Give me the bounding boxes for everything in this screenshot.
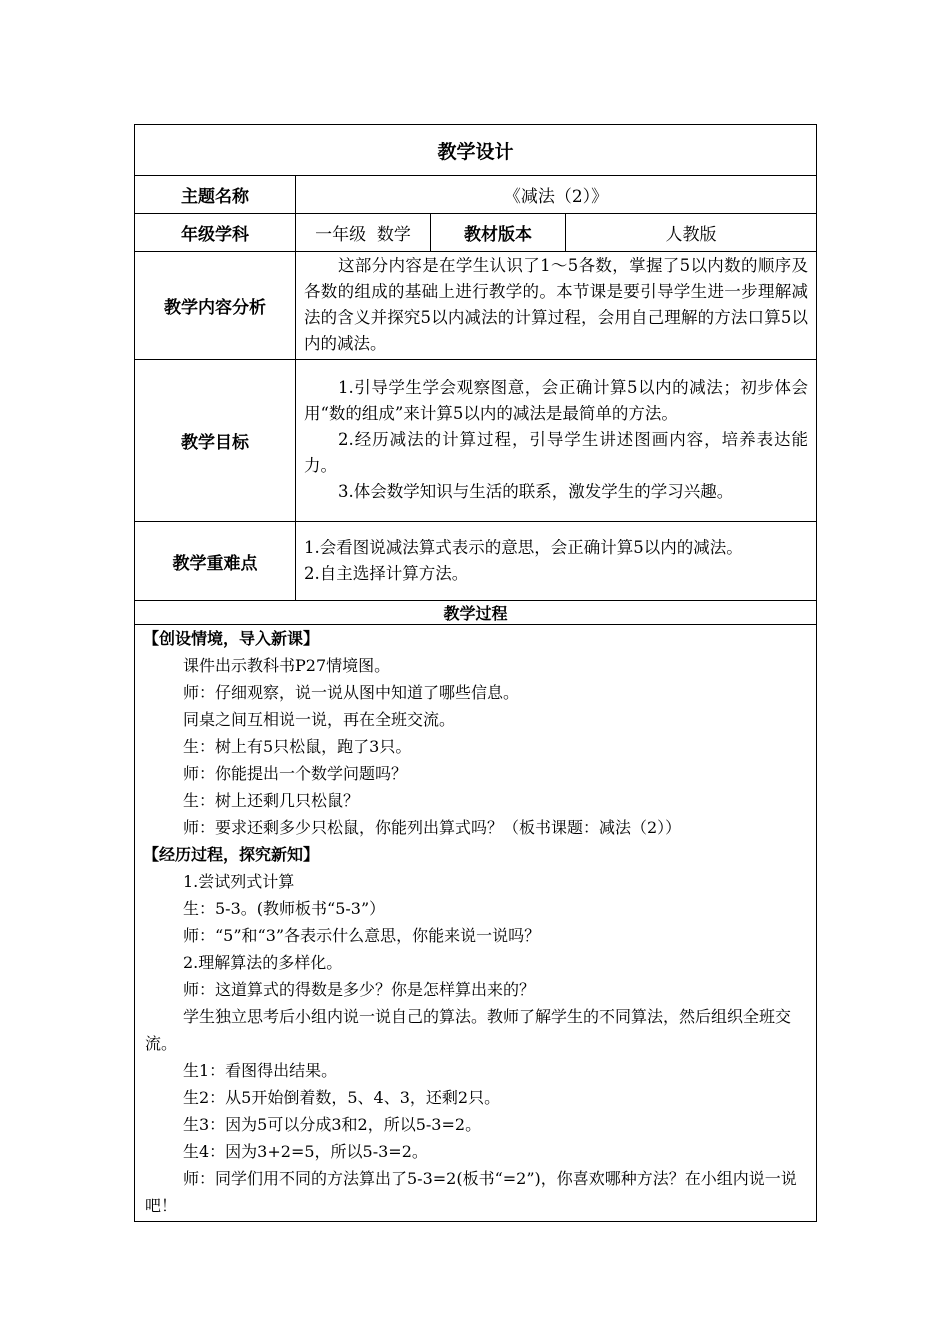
process-line: 师：仔细观察，说一说从图中知道了哪些信息。: [183, 683, 520, 702]
process-line: 同桌之间互相说一说，再在全班交流。: [183, 710, 456, 729]
goal-item: 2.经历减法的计算过程，引导学生讲述图画内容，培养表达能力。: [304, 430, 809, 475]
process-line: 学生独立思考后小组内说一说自己的算法。教师了解学生的不同算法，然后组织全班交流。: [145, 1007, 792, 1053]
table-title: 教学设计: [135, 125, 817, 176]
analysis-label: 教学内容分析: [135, 252, 296, 360]
process-line: 2.理解算法的多样化。: [183, 953, 343, 972]
section-heading: 【经历过程，探究新知】: [143, 845, 320, 864]
process-line: 师：要求还剩多少只松鼠，你能列出算式吗？（板书课题：减法（2））: [183, 818, 682, 837]
grade-value: 一年级 数学: [296, 214, 431, 252]
goal-item: 1.引导学生学会观察图意，会正确计算5以内的减法；初步体会用“数的组成”来计算5以内的减法是最简单的方法。: [304, 378, 809, 423]
goals-cell: [296, 360, 817, 522]
process-line: 课件出示教科书P27情境图。: [183, 656, 391, 675]
process-line: 生：树上还剩几只松鼠？: [183, 791, 360, 810]
section-heading: 【创设情境，导入新课】: [143, 629, 320, 648]
process-line: 生1：看图得出结果。: [183, 1061, 338, 1080]
analysis-text: 这部分内容是在学生认识了1～5各数，掌握了5以内数的顺序及各数的组成的基础上进行教学的。本节课是要引导学生进一步理解减法的含义并探究5以内减法的计算过程，会用自己理解的方法口算5以内的减法。: [304, 256, 809, 353]
topic-value: 《减法（2）》: [296, 176, 817, 214]
grade-label: 年级学科: [135, 214, 296, 252]
process-line: 生2：从5开始倒着数，5、4、3，还剩2只。: [183, 1088, 501, 1107]
topic-label: 主题名称: [135, 176, 296, 214]
goals-label: 教学目标: [135, 360, 296, 522]
process-title: 教学过程: [135, 601, 817, 625]
key-point-item: 2.自主选择计算方法。: [304, 563, 469, 583]
analysis-cell: [296, 252, 817, 360]
process-line: 师：同学们用不同的方法算出了5-3=2(板书“=2”)，你喜欢哪种方法？在小组内说一说吧！: [145, 1169, 797, 1215]
process-line: 师：“5”和“3”各表示什么意思，你能来说一说吗？: [183, 926, 541, 945]
key-points-cell: [296, 522, 817, 601]
process-line: 生：树上有5只松鼠，跑了3只。: [183, 737, 412, 756]
edition-value: 人教版: [566, 214, 817, 252]
key-point-item: 1.会看图说减法算式表示的意思，会正确计算5以内的减法。: [304, 537, 743, 557]
process-line: 生：5-3。(教师板书“5-3”）: [183, 899, 386, 918]
edition-label: 教材版本: [431, 214, 566, 252]
goal-item: 3.体会数学知识与生活的联系，激发学生的学习兴趣。: [338, 482, 734, 501]
lesson-plan-table: [134, 124, 817, 1222]
process-line: 1.尝试列式计算: [183, 872, 295, 891]
process-line: 生3：因为5可以分成3和2，所以5-3=2。: [183, 1115, 482, 1134]
key-points-label: 教学重难点: [135, 522, 296, 601]
process-line: 生4：因为3+2=5，所以5-3=2。: [183, 1142, 428, 1161]
process-line: 师：你能提出一个数学问题吗？: [183, 764, 408, 783]
process-content: [135, 625, 817, 1222]
process-line: 师：这道算式的得数是多少？你是怎样算出来的？: [183, 980, 536, 999]
